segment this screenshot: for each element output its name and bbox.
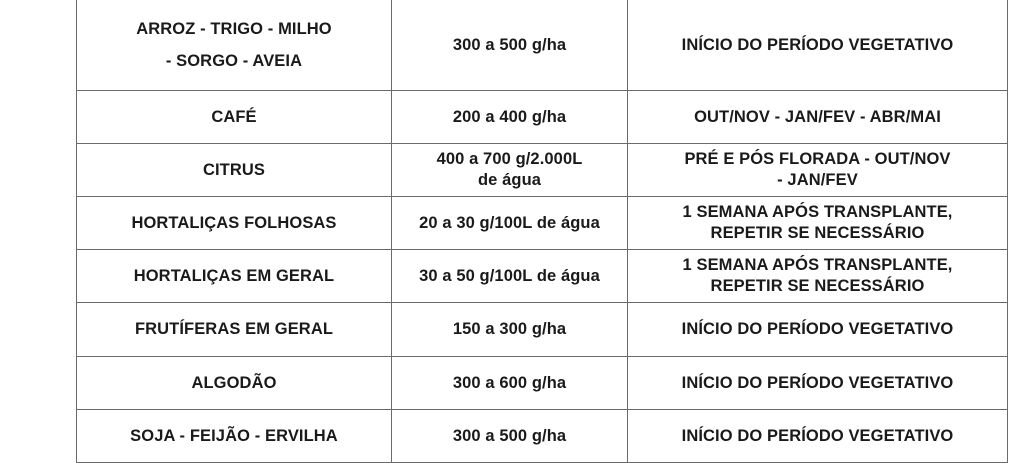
table-row [77, 90, 1008, 143]
crop-cell: HORTALIÇAS EM GERAL [77, 249, 392, 302]
crop-cell: SOJA - FEIJÃO - ERVILHA [77, 409, 392, 462]
table-row [77, 0, 1008, 90]
dose-line: de água [477, 170, 542, 189]
dose-cell: 300 a 600 g/ha [392, 356, 628, 409]
timing-line: REPETIR SE NECESSÁRIO [710, 223, 925, 242]
crop-cell [77, 0, 392, 90]
crop-cell: FRUTÍFERAS EM GERAL [77, 302, 392, 356]
dose-cell: 200 a 400 g/ha [392, 90, 628, 143]
timing-line: REPETIR SE NECESSÁRIO [710, 276, 925, 295]
dose-cell: 20 a 30 g/100L de água [392, 196, 628, 249]
table-row [77, 196, 1008, 249]
table-row [77, 302, 1008, 356]
timing-line: 1 SEMANA APÓS TRANSPLANTE, [682, 255, 953, 274]
table-row [77, 143, 1008, 196]
crop-cell: CITRUS [77, 143, 392, 196]
timing-cell: OUT/NOV - JAN/FEV - ABR/MAI [628, 90, 1008, 143]
timing-line: - JAN/FEV [777, 170, 858, 189]
table-row [77, 409, 1008, 462]
dose-cell: 150 a 300 g/ha [392, 302, 628, 356]
dose-cell: 300 a 500 g/ha [392, 0, 628, 90]
crop-line: ARROZ - TRIGO - MILHO [136, 19, 332, 38]
table-row [77, 249, 1008, 302]
timing-cell [628, 249, 1008, 302]
dose-cell [392, 143, 628, 196]
timing-cell: INÍCIO DO PERÍODO VEGETATIVO [628, 0, 1008, 90]
dose-cell: 30 a 50 g/100L de água [392, 249, 628, 302]
timing-cell [628, 143, 1008, 196]
application-table [76, 0, 1008, 463]
crop-cell: CAFÉ [77, 90, 392, 143]
dose-cell: 300 a 500 g/ha [392, 409, 628, 462]
timing-cell: INÍCIO DO PERÍODO VEGETATIVO [628, 409, 1008, 462]
dose-line: 400 a 700 g/2.000L [436, 149, 583, 168]
timing-cell [628, 196, 1008, 249]
timing-cell: INÍCIO DO PERÍODO VEGETATIVO [628, 302, 1008, 356]
timing-cell: INÍCIO DO PERÍODO VEGETATIVO [628, 356, 1008, 409]
timing-line: 1 SEMANA APÓS TRANSPLANTE, [682, 202, 953, 221]
timing-line: PRÉ E PÓS FLORADA - OUT/NOV [684, 149, 951, 168]
crop-cell: HORTALIÇAS FOLHOSAS [77, 196, 392, 249]
crop-cell: ALGODÃO [77, 356, 392, 409]
table-row [77, 356, 1008, 409]
crop-line: - SORGO - AVEIA [165, 51, 303, 70]
